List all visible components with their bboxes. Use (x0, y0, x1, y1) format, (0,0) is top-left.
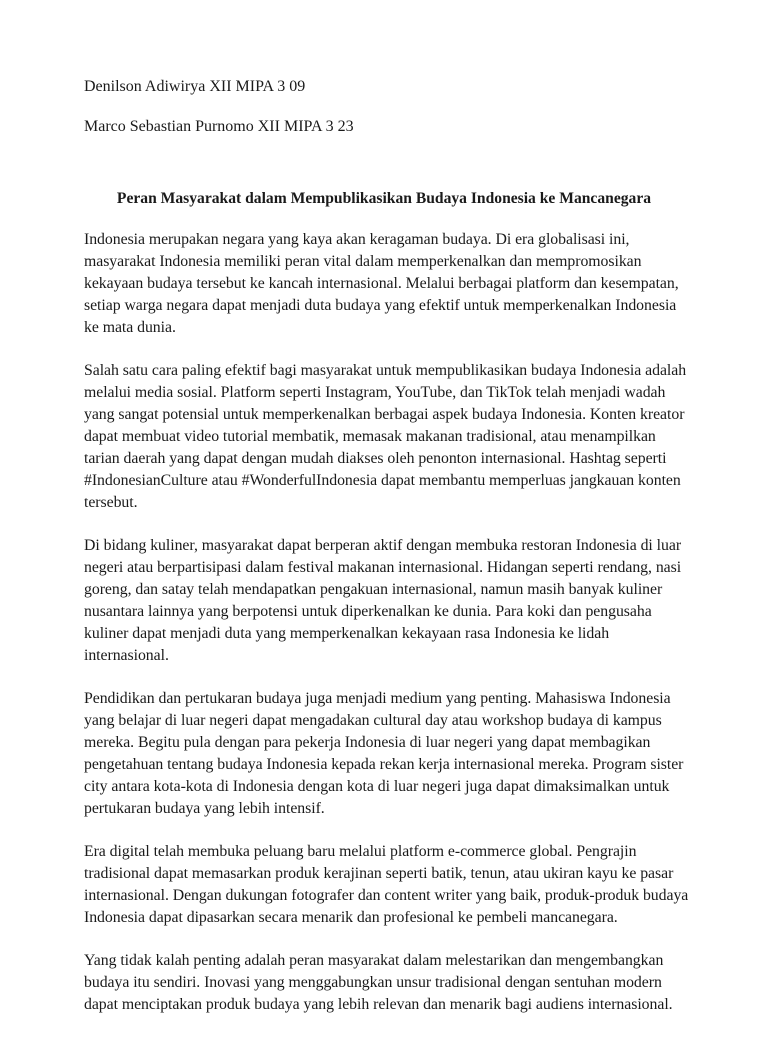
document-title: Peran Masyarakat dalam Mempublikasikan Budaya Indonesia ke Mancanegara (116, 190, 652, 207)
paragraph-1: Indonesia merupakan negara yang kaya akan keragaman budaya. Di era globalisasi ini, masyarakat Indonesia memiliki peran vital dalam memperkenalkan dan mempromosikan kekayaan budaya tersebut ke kancah internasional. Melalui berbagai platform dan kesempatan, setiap warga negara dapat menjadi duta budaya yang efektif untuk memperkenalkan Indonesia ke mata dunia. (84, 231, 679, 336)
paragraph-5: Era digital telah membuka peluang baru melalui platform e-commerce global. Pengrajin tradisional dapat memasarkan produk kerajinan seperti batik, tenun, atau ukiran kayu ke pasar internasional. Dengan dukungan fotografer dan content writer yang baik, produk-produk budaya Indonesia dapat dipasarkan secara menarik dan profesional ke pembeli mancanegara. (84, 843, 689, 926)
paragraph-2: Salah satu cara paling efektif bagi masyarakat untuk mempublikasikan budaya Indonesia adalah melalui media sosial. Platform seperti Instagram, YouTube, dan TikTok telah menjadi wadah yang sangat potensial untuk memperkenalkan berbagai aspek budaya Indonesia. Konten kreator dapat membuat video tutorial membatik, memasak makanan tradisional, atau menampilkan tarian daerah yang dapat dengan mudah diakses oleh penonton internasional. Hashtag seperti #IndonesianCulture atau #WonderfulIndonesia dapat membantu memperluas jangkauan konten tersebut. (84, 362, 687, 511)
paragraph-6: Yang tidak kalah penting adalah peran masyarakat dalam melestarikan dan mengembangkan budaya itu sendiri. Inovasi yang menggabungkan unsur tradisional dengan sentuhan modern dapat menciptakan produk budaya yang lebih relevan dan menarik bagi audiens internasional. (84, 952, 673, 1013)
author-line-1: Denilson Adiwirya XII MIPA 3 09 (84, 78, 306, 95)
document-body (84, 229, 692, 1037)
paragraph-3: Di bidang kuliner, masyarakat dapat berperan aktif dengan membuka restoran Indonesia di luar negeri atau berpartisipasi dalam festival makanan internasional. Hidangan seperti rendang, nasi goreng, dan satay telah mendapatkan pengakuan internasional, namun masih banyak kuliner nusantara lainnya yang berpotensi untuk diperkenalkan ke dunia. Para koki dan pengusaha kuliner dapat menjadi duta yang memperkenalkan kekayaan rasa Indonesia ke lidah internasional. (84, 537, 682, 664)
paragraph-4: Pendidikan dan pertukaran budaya juga menjadi medium yang penting. Mahasiswa Indonesia yang belajar di luar negeri dapat mengadakan cultural day atau workshop budaya di kampus mereka. Begitu pula dengan para pekerja Indonesia di luar negeri yang dapat membagikan pengetahuan tentang budaya Indonesia kepada rekan kerja internasional mereka. Program sister city antara kota-kota di Indonesia dengan kota di luar negeri juga dapat dimaksimalkan untuk pertukaran budaya yang lebih intensif. (84, 690, 684, 817)
author-line-2: Marco Sebastian Purnomo XII MIPA 3 23 (84, 118, 354, 135)
